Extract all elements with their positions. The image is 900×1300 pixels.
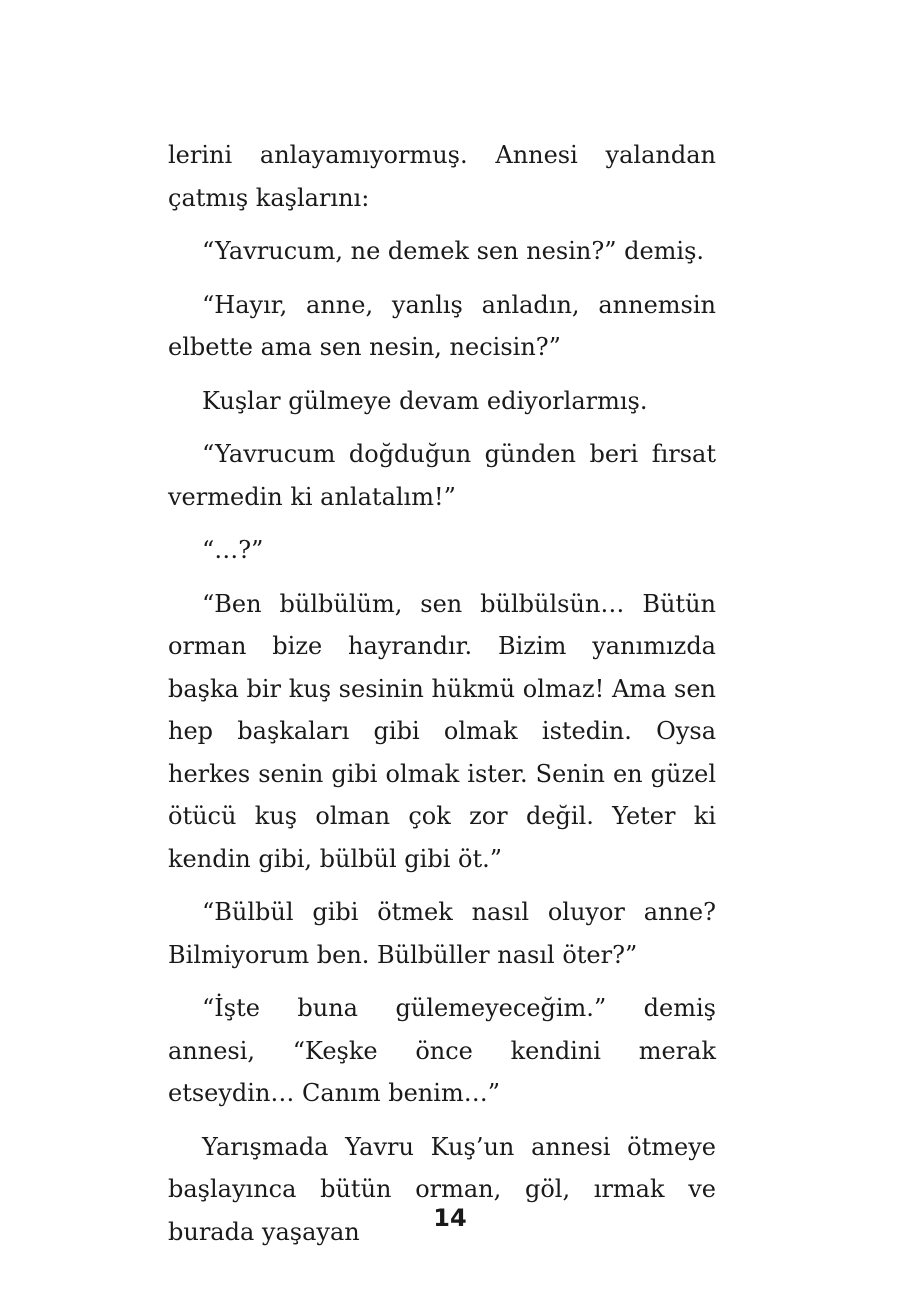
paragraph-8: “Bülbül gibi ötmek nasıl oluyor anne? Bilmiyorum ben. Bülbüller nasıl öter?” xyxy=(168,898,716,969)
paragraph-1: lerini anlayamıyormuş. Annesi yalandan çatmış kaşlarını: xyxy=(168,141,716,212)
paragraph-6: “…?” xyxy=(202,536,264,564)
paragraph-3: “Hayır, anne, yanlış anladın, annemsin elbette ama sen nesin, necisin?” xyxy=(168,290,716,361)
paragraph-5: “Yavrucum doğduğun günden beri fırsat vermedin ki anlatalım!” xyxy=(168,440,716,511)
paragraph-4: Kuşlar gülmeye devam ediyorlarmış. xyxy=(202,386,648,415)
paragraph-10: Yarışmada Yavru Kuş’un annesi ötmeye başlayınca bütün orman, göl, ırmak ve burada yaşayan xyxy=(168,1132,716,1246)
paragraph-9: “İşte buna gülemeyeceğim.” demiş annesi, “Keşke önce kendini merak etseydin… Canım benim…” xyxy=(168,994,716,1107)
page-body xyxy=(168,134,716,1264)
paragraph-2: “Yavrucum, ne demek sen nesin?” demiş. xyxy=(202,237,705,265)
paragraph-7: “Ben bülbülüm, sen bülbülsün… Bütün orman bize hayrandır. Bizim yanımızda başka bir kuş sesinin hükmü olmaz! Ama sen hep başkaları gibi olmak istedin. Oysa herkes senin gibi olmak ister. Senin en güzel ötücü kuş olman çok zor değil. Yeter ki kendin gibi, bülbül gibi öt.” xyxy=(168,589,716,873)
page-number: 14 xyxy=(433,1204,467,1232)
